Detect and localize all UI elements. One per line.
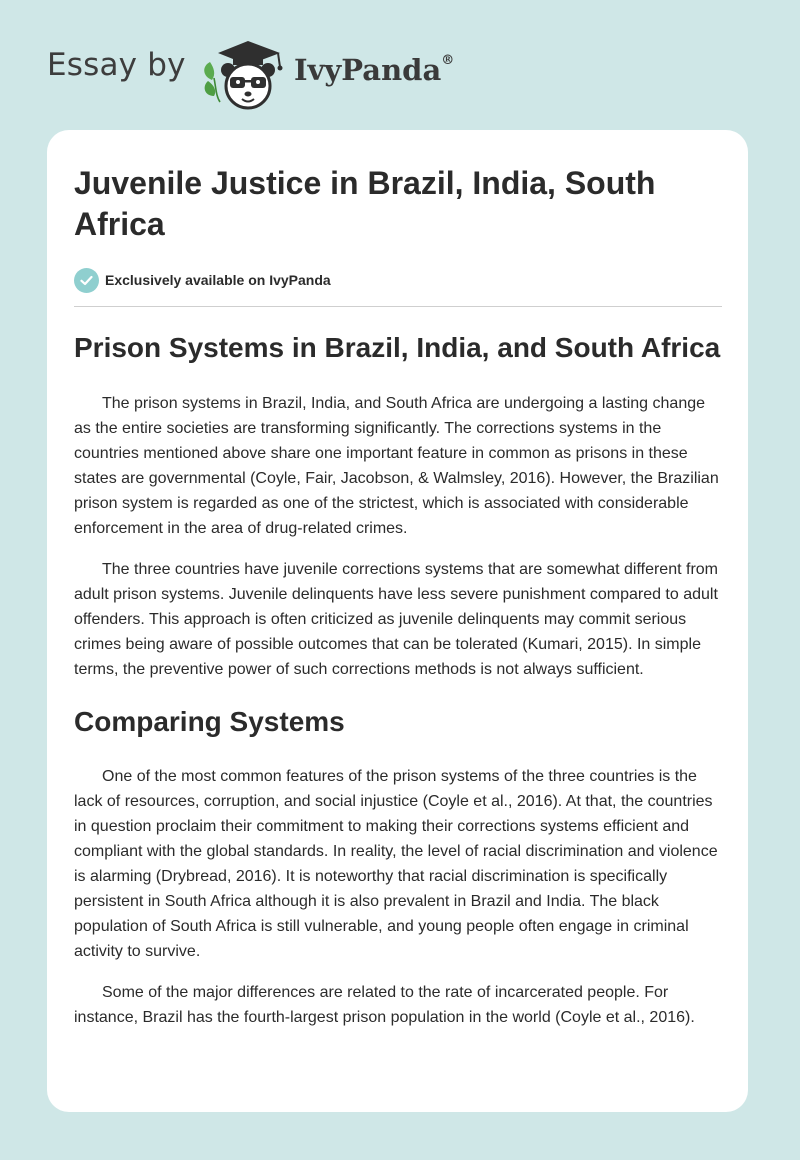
- paragraph: One of the most common features of the prison systems of the three countries is the lack of resources, corruption, and social injustice (Coyle et al., 2016). At that, the countries in question proclaim their commitment to making their corrections systems efficient and compliant with the global standards. In reality, the level of racial discrimination and violence is alarming (Drybread, 2016). It is noteworthy that racial discrimination is specifically persistent in South Africa although it is also prevalent in Brazil and India. The black population of South Africa is still vulnerable, and young people often engage in criminal activity to survive.: [74, 768, 718, 960]
- exclusive-label: Exclusively available on IvyPanda: [105, 272, 331, 288]
- section-heading: Comparing Systems: [74, 706, 345, 737]
- page-title: Juvenile Justice in Brazil, India, South Africa: [74, 165, 656, 242]
- section-heading: Prison Systems in Brazil, India, and South Africa: [74, 332, 721, 363]
- brand-name[interactable]: [294, 53, 455, 87]
- essay-card: [47, 130, 748, 1112]
- check-circle-icon: [74, 268, 99, 293]
- site-header: [0, 0, 800, 130]
- exclusive-badge: [74, 267, 722, 293]
- paragraph: Some of the major differences are related to the rate of incarcerated people. For instance, Brazil has the fourth-largest prison population in the world (Coyle et al., 2016).: [74, 984, 695, 1026]
- registered-mark: ®: [441, 53, 455, 68]
- divider: [74, 306, 722, 307]
- brand-name-text: IvyPanda: [294, 53, 442, 87]
- brand-prefix: Essay by: [47, 47, 186, 83]
- paragraph: The prison systems in Brazil, India, and South Africa are undergoing a lasting change as the entire societies are transforming significantly. The corrections systems in the countries mentioned above share one important feature in common as prisons in these states are governmental (Coyle, Fair, Jacobson, & Walmsley, 2016). However, the Brazilian prison system is regarded as one of the strictest, which is associated with considerable enforcement in the area of drug-related crimes.: [74, 395, 719, 537]
- paragraph: The three countries have juvenile corrections systems that are somewhat different from adult prison systems. Juvenile delinquents have less severe punishment compared to adult offenders. This approach is often criticized as juvenile delinquents may commit serious crimes being aware of possible outcomes that can be tolerated (Kumari, 2015). In simple terms, the preventive power of such corrections methods is not always sufficient.: [74, 561, 718, 678]
- panda-graduate-icon[interactable]: [200, 36, 292, 114]
